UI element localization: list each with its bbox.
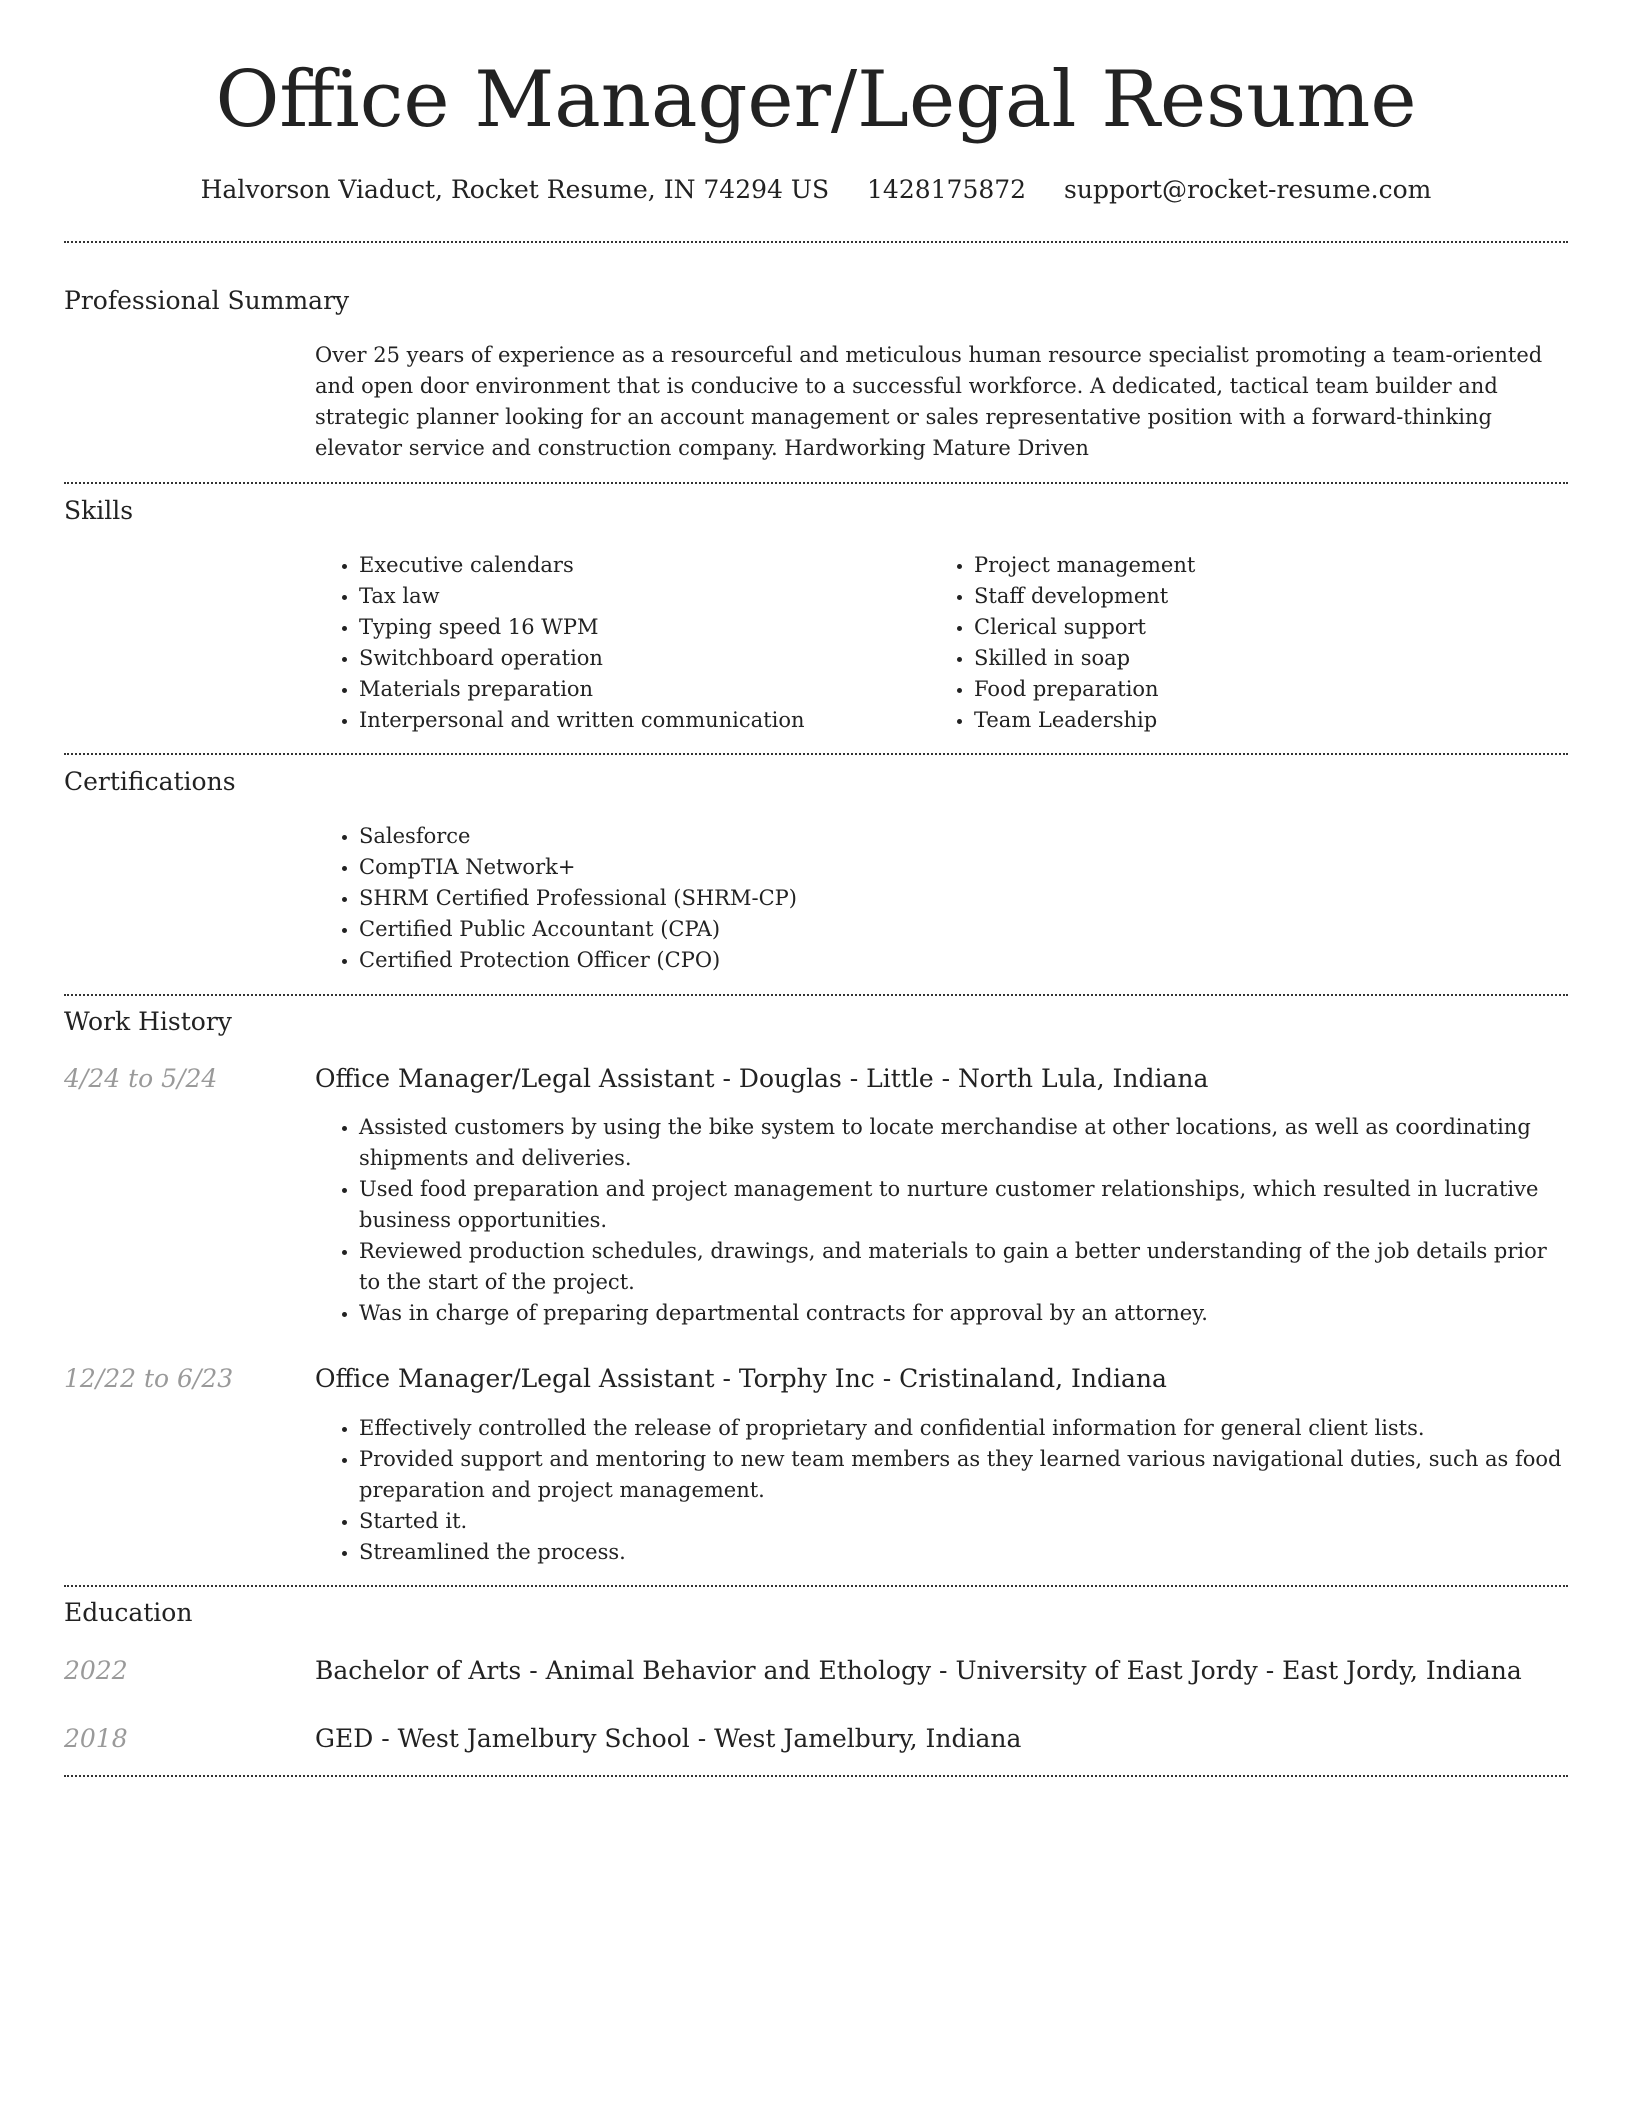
job-bullets — [315, 1112, 1568, 1329]
resume-title: Office Manager/Legal Resume — [215, 55, 1417, 145]
job-dates: 4/24 to 5/24 — [64, 1064, 218, 1093]
skill-item: • Project management — [974, 550, 1530, 581]
education-year: 2018 — [64, 1724, 128, 1753]
divider — [64, 1775, 1568, 1777]
certification-item: • Salesforce — [359, 821, 1515, 852]
job-bullet: • Provided support and mentoring to new team members as they learned various navigational duties, such as food preparation and project management. — [359, 1444, 1568, 1506]
job-title: Office Manager/Legal Assistant - Douglas - Little - North Lula, Indiana — [315, 1064, 1209, 1093]
education-entry: Bachelor of Arts - Animal Behavior and Ethology - University of East Jordy - East Jordy, Indiana — [315, 1656, 1522, 1685]
contact-email: support@rocket-resume.com — [1064, 175, 1432, 204]
job-bullet: • Assisted customers by using the bike system to locate merchandise at other locations, as well as coordinating shipments and deliveries. — [359, 1112, 1568, 1174]
certification-item: • CompTIA Network+ — [359, 852, 1515, 883]
divider — [64, 241, 1568, 243]
job-title: Office Manager/Legal Assistant - Torphy Inc - Cristinaland, Indiana — [315, 1364, 1167, 1393]
education-entry: GED - West Jamelbury School - West Jamelbury, Indiana — [315, 1724, 1022, 1753]
section-title-work-history: Work History — [64, 1007, 232, 1036]
summary-text: Over 25 years of experience as a resourceful and meticulous human resource specialist promoting a team-oriented and open door environment that is conducive to a successful workforce. A dedicated, tactical team builder and strategic planner looking for an account management or sales representative position with a forward-thinking elevator service and construction company. Hardworking Mature Driven — [315, 343, 1543, 460]
job-bullets — [315, 1413, 1568, 1568]
section-title-summary: Professional Summary — [64, 286, 350, 315]
skills-list-right — [930, 550, 1530, 736]
job-dates: 12/22 to 6/23 — [64, 1364, 234, 1393]
divider — [64, 1585, 1568, 1587]
divider — [64, 994, 1568, 996]
certification-item: • Certified Public Accountant (CPA) — [359, 914, 1515, 945]
job-bullet: • Reviewed production schedules, drawings, and materials to gain a better understanding of the job details prior to the start of the project. — [359, 1236, 1568, 1298]
skill-item: • Clerical support — [974, 612, 1530, 643]
skill-item: • Materials preparation — [359, 674, 915, 705]
divider — [64, 482, 1568, 484]
certification-item: • SHRM Certified Professional (SHRM-CP) — [359, 883, 1515, 914]
skill-item: • Typing speed 16 WPM — [359, 612, 915, 643]
job-bullet: • Streamlined the process. — [359, 1537, 1568, 1568]
job-bullet: • Was in charge of preparing departmental contracts for approval by an attorney. — [359, 1298, 1568, 1329]
skill-item: • Team Leadership — [974, 705, 1530, 736]
job-bullet: • Effectively controlled the release of proprietary and confidential information for general client lists. — [359, 1413, 1568, 1444]
contact-phone: 1428175872 — [867, 175, 1027, 204]
skill-item: • Switchboard operation — [359, 643, 915, 674]
job-bullet: • Used food preparation and project management to nurture customer relationships, which resulted in lucrative business opportunities. — [359, 1174, 1568, 1236]
certifications-list — [315, 821, 1515, 976]
skill-item: • Tax law — [359, 581, 915, 612]
skill-item: • Staff development — [974, 581, 1530, 612]
skill-item: • Food preparation — [974, 674, 1530, 705]
skills-list-left — [315, 550, 915, 736]
skill-item: • Skilled in soap — [974, 643, 1530, 674]
section-title-skills: Skills — [64, 496, 134, 525]
job-bullet: • Started it. — [359, 1506, 1568, 1537]
section-title-certifications: Certifications — [64, 767, 236, 796]
section-title-education: Education — [64, 1598, 193, 1627]
skill-item: • Executive calendars — [359, 550, 915, 581]
divider — [64, 753, 1568, 755]
education-year: 2022 — [64, 1656, 128, 1685]
certification-item: • Certified Protection Officer (CPO) — [359, 945, 1515, 976]
contact-line — [0, 170, 1632, 210]
skill-item: • Interpersonal and written communication — [359, 705, 915, 736]
contact-address: Halvorson Viaduct, Rocket Resume, IN 74294 US — [200, 175, 830, 204]
